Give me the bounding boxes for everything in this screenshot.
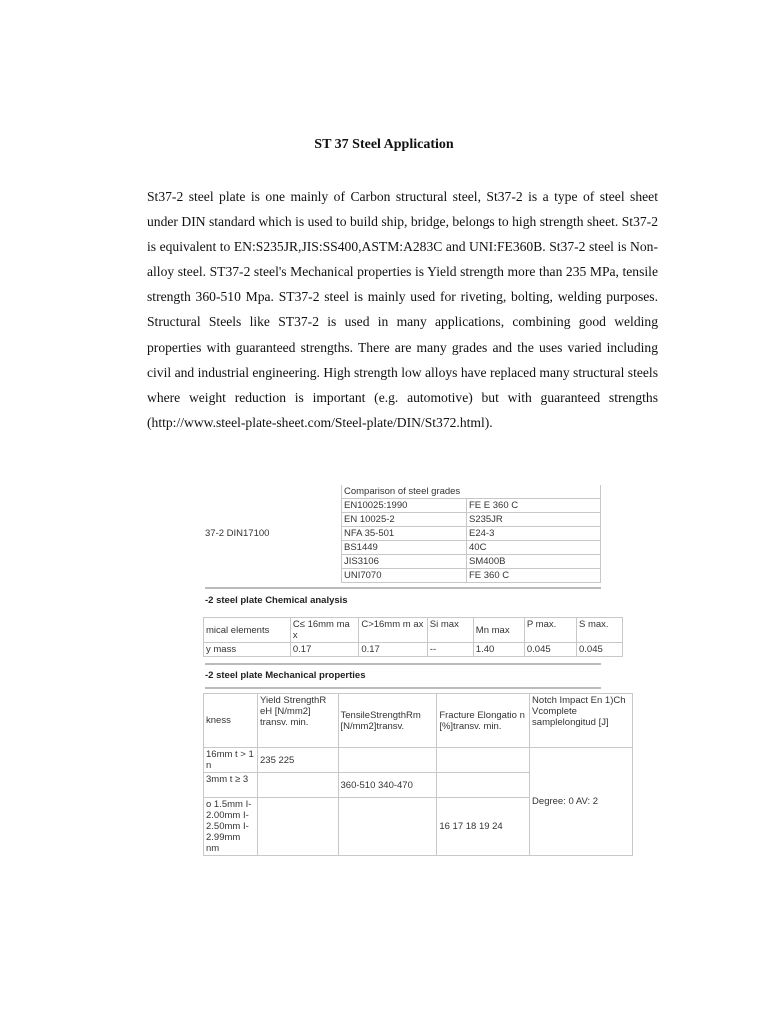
table-cell: EN10025:1990 [342, 499, 467, 513]
comparison-caption: Comparison of steel grades [342, 485, 601, 499]
mechanical-table [203, 693, 633, 856]
table-cell: SM400B [467, 555, 601, 569]
table-cell: 235 225 [258, 748, 339, 773]
table-header-cell [290, 618, 358, 643]
table-cell: -- [427, 643, 473, 657]
table-cell [204, 798, 258, 856]
header-text: C>16mm m ax [361, 619, 424, 630]
table-header-cell [427, 618, 473, 643]
comparison-table-image [205, 485, 601, 585]
table-header-cell: kness [204, 694, 258, 748]
table-cell [437, 773, 530, 798]
table-header-cell [258, 694, 339, 748]
table-cell: y mass [204, 643, 291, 657]
table-cell: 16 17 18 19 24 [437, 798, 530, 856]
table-cell: BS1449 [342, 541, 467, 555]
paragraph-text: St37-2 steel plate is one mainly of Carbon structural steel, St37-2 is a type of steel sheet under DIN standard which is used to build ship, bridge, belongs to high strength sheet. St37-2 is equivalent to EN:S235JR,JIS:SS400,ASTM:A283C and UNI:FE360B. St37-2 steel is Non-alloy steel. ST37-2 steel's Mechanical properties is Yield strength more than 235 MPa, tensile strength 360-510 Mpa. ST37-2 steel is mainly used for riveting, bolting, welding purposes. Structural Steels like ST37-2 is used in many applications, combining good welding properties with guaranteed strengths. There are many grades and the uses varied including civil and industrial engineering. High strength low alloys have replaced many structural steels where weight reduction is important (e.g. automotive) but with guaranteed strengths (http://www.steel-plate-sheet.com/Steel-plate/DIN/St372.html). [147, 189, 658, 430]
table-header-cell [359, 618, 427, 643]
mechanical-table-image [205, 693, 626, 854]
section-divider [205, 687, 601, 689]
table-cell: 40C [467, 541, 601, 555]
chemical-table [203, 617, 623, 657]
table-cell: 0.17 [359, 643, 427, 657]
table-cell: UNI7070 [342, 569, 467, 583]
table-header-cell [524, 618, 576, 643]
header-text: S max. [578, 619, 609, 630]
comparison-table [341, 485, 601, 583]
table-cell: 0.045 [524, 643, 576, 657]
table-header-cell [576, 618, 622, 643]
cell-text: 16mm t > 1 n [206, 749, 254, 771]
table-header-cell: mical elements [204, 618, 291, 643]
table-cell: FE E 360 C [467, 499, 601, 513]
chemical-table-image [205, 617, 609, 659]
comparison-left-label: 37-2 DIN17100 [205, 528, 270, 539]
table-cell: JIS3106 [342, 555, 467, 569]
table-header-cell [437, 694, 530, 748]
table-cell: 3mm t ≥ 3 [204, 773, 258, 798]
table-cell: 0.045 [576, 643, 622, 657]
header-text: P max. [526, 619, 557, 630]
header-text: C≤ 16mm ma x [292, 619, 350, 641]
mechanical-heading: -2 steel plate Mechanical properties [205, 670, 366, 681]
header-text: TensileStrengthRm [N/mm2]transv. [340, 709, 421, 732]
table-cell: 1.40 [473, 643, 524, 657]
table-cell: EN 10025-2 [342, 513, 467, 527]
document-title: ST 37 Steel Application [314, 137, 454, 152]
chemical-heading: -2 steel plate Chemical analysis [205, 595, 348, 606]
table-cell: E24-3 [467, 527, 601, 541]
table-header-cell [338, 694, 437, 748]
header-text: Notch Impact En 1)Ch Vcomplete samplelongitud [J] [532, 695, 626, 728]
cell-text: o 1.5mm I-2.00mm I-2.50mm I-2.99mm nm [206, 799, 252, 854]
table-cell [437, 748, 530, 773]
table-cell [258, 798, 339, 856]
header-text: Fracture Elongatio n [%]transv. min. [439, 709, 525, 732]
table-cell: FE 360 C [467, 569, 601, 583]
table-cell: S235JR [467, 513, 601, 527]
table-header-cell: Mn max [473, 618, 524, 643]
table-cell [338, 748, 437, 773]
table-cell: Degree: 0 AV: 2 [530, 748, 633, 856]
body-paragraph [147, 184, 658, 435]
section-divider [205, 587, 601, 589]
header-text: Si max [429, 619, 459, 630]
section-divider [205, 663, 601, 665]
header-text: Yield StrengthR eH [N/mm2] transv. min. [260, 695, 327, 728]
table-cell: NFA 35-501 [342, 527, 467, 541]
table-cell [338, 798, 437, 856]
table-cell [204, 748, 258, 773]
table-cell: 0.17 [290, 643, 358, 657]
table-cell [258, 773, 339, 798]
table-cell: 360-510 340-470 [338, 773, 437, 798]
table-header-cell [530, 694, 633, 748]
